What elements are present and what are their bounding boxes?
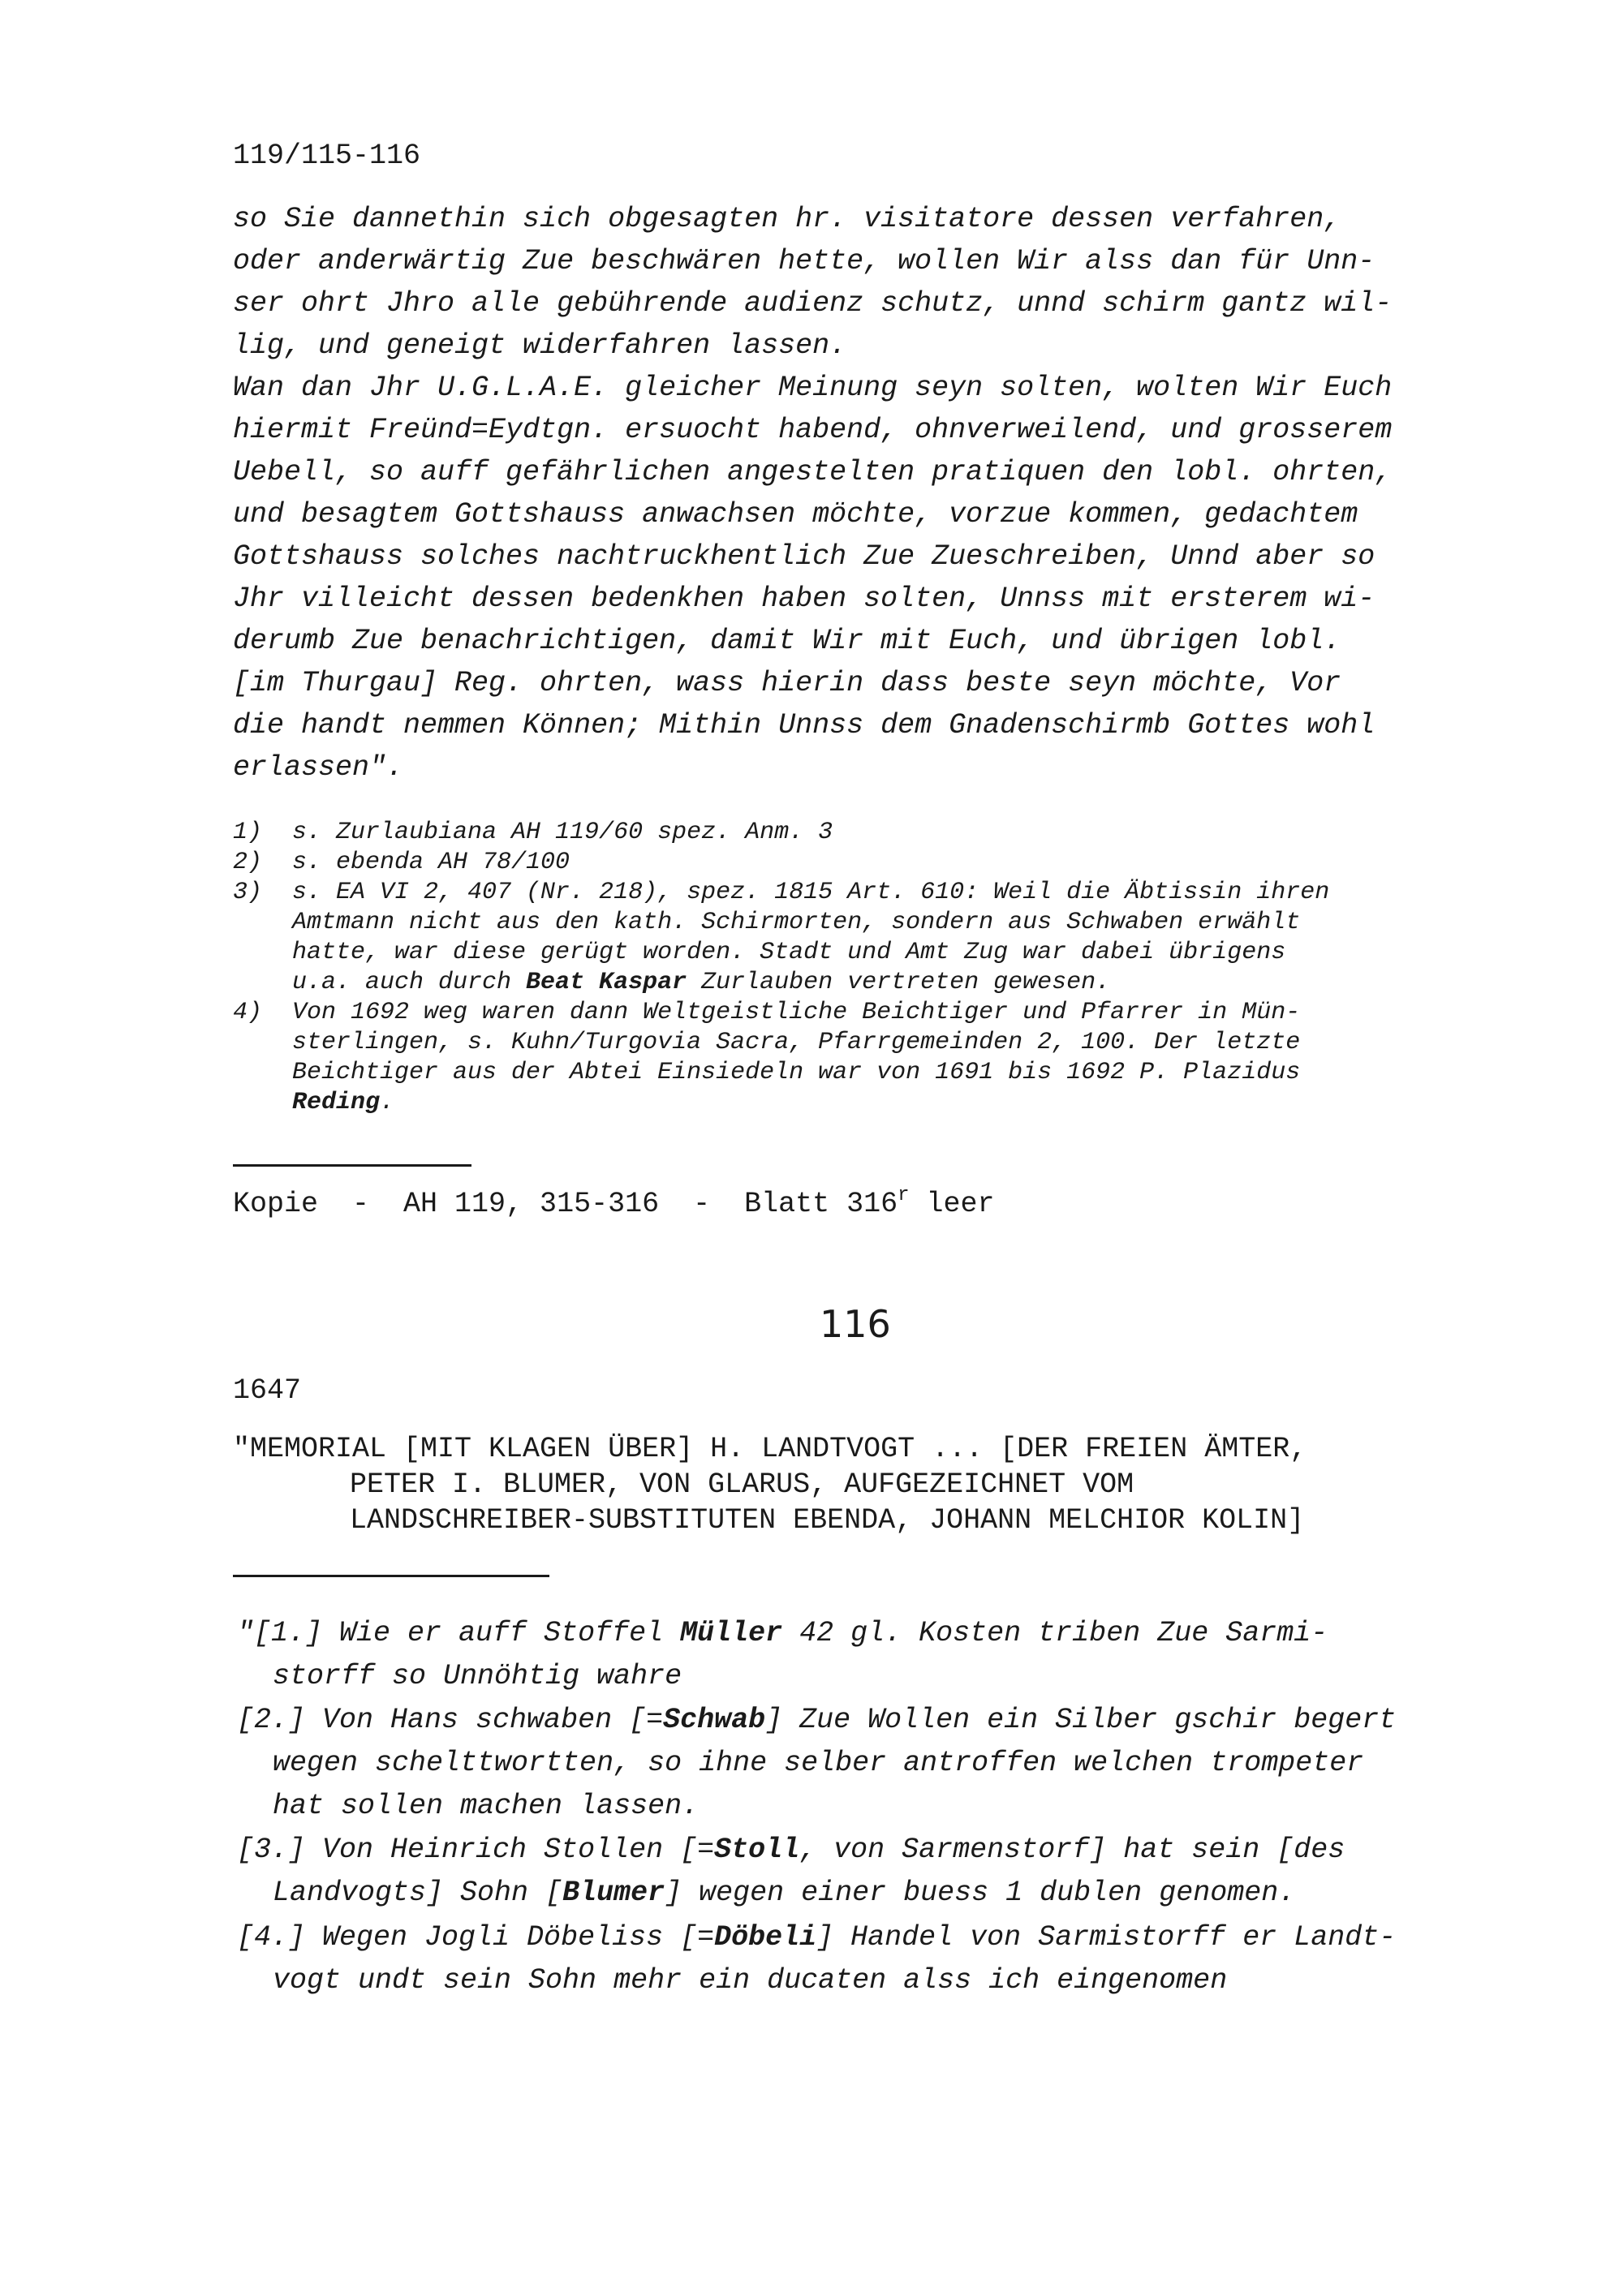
letter-line: Wan dan Jhr U.G.L.A.E. gleicher Meinung seyn solten, wolten Wir Euch [233,372,1393,404]
footnote-text: Beichtiger aus der Abtei Einsiedeln war von 1691 bis 1692 P. Plazidus [292,1059,1301,1086]
item-text: ] wegen einer buess 1 dublen genomen. [665,1877,1296,1909]
memorial-item [237,1916,1396,1959]
footnote-text: s. EA VI 2, 407 (Nr. 218), spez. 1815 Art. 610: Weil die Äbtissin ihren [292,879,1330,906]
footnote-text-part: u.a. auch durch [292,969,527,996]
letter-line: so Sie dannethin sich obgesagten hr. visitatore dessen verfahren, [233,203,1341,235]
person-name: Reding [292,1089,381,1116]
letter-line: derumb Zue benachrichtigen, damit Wir mit Euch, und übrigen lobl. [233,625,1341,657]
document-title-line: PETER I. BLUMER, VON GLARUS, AUFGEZEICHNET VOM [350,1468,1134,1501]
footnote-text: s. Zurlaubiana AH 119/60 spez. Anm. 3 [292,819,833,846]
footnote-number: 4) [233,999,263,1026]
letter-line: die handt nemmen Können; Mithin Unnss dem Gnadenschirmb Gottes wohl [233,709,1375,742]
letter-line: hiermit Freünd=Eydtgn. ersuocht habend, ohnverweilend, und grosserem [233,414,1393,446]
letter-line: und besagtem Gottshauss anwachsen möchte, vorzue kommen, gedachtem [233,498,1358,531]
letter-line: [im Thurgau] Reg. ohrten, wass hierin dass beste seyn möchte, Vor [233,667,1341,699]
item-text: Landvogts] Sohn [ [273,1877,563,1909]
source-text: Kopie - AH 119, 315-316 - Blatt 316 [233,1188,898,1220]
footnote-text-part: Zurlauben vertreten gewesen. [687,969,1111,996]
memorial-item-cont: storff so Unnöhtig wahre [273,1660,682,1692]
footnote-text: Von 1692 weg waren dann Weltgeistliche Beichtiger und Pfarrer in Mün- [292,999,1301,1026]
source-after: leer [909,1188,995,1220]
footnote-number: 3) [233,879,263,906]
person-name: Stoll [714,1834,800,1866]
item-text: "[1.] Wie er auff Stoffel [237,1617,681,1649]
footnote-text: hatte, war diese gerügt worden. Stadt und Amt Zug war dabei übrigens [292,939,1286,966]
footnote-text: sterlingen, s. Kuhn/Turgovia Sacra, Pfarrgemeinden 2, 100. Der letzte [292,1029,1301,1056]
section-divider [233,1164,471,1167]
item-text: 42 gl. Kosten triben Zue Sarmi- [782,1617,1328,1649]
letter-line: lig, und geneigt widerfahren lassen. [233,329,847,362]
item-text: [2.] Von Hans schwaben [= [237,1704,664,1736]
title-divider [233,1575,549,1577]
document-number: 116 [820,1302,891,1346]
person-name: Schwab [663,1704,766,1736]
memorial-item-cont: vogt undt sein Sohn mehr ein ducaten alss ich eingenomen [273,1964,1228,1997]
footnote-text: s. ebenda AH 78/100 [292,849,570,876]
memorial-item-cont: hat sollen machen lassen. [273,1790,700,1822]
letter-line: erlassen". [233,751,404,784]
memorial-item [237,1612,1328,1655]
person-name: Blumer [562,1877,665,1909]
item-text: [3.] Von Heinrich Stollen [= [237,1834,715,1866]
source-sup: r [898,1185,910,1206]
item-text: ] Handel von Sarmistorff er Landt- [816,1921,1397,1954]
memorial-item [237,1699,1396,1742]
source-note [233,1183,995,1225]
footnote-text [292,1088,394,1117]
memorial-item-cont [273,1872,1295,1915]
item-text: ] Zue Wollen ein Silber gschir begert [765,1704,1397,1736]
letter-line: ser ohrt Jhro alle gebührende audienz schutz, unnd schirm gantz wil- [233,287,1393,320]
item-text: [4.] Wegen Jogli Döbeliss [= [237,1921,715,1954]
footnote-text-part: . [380,1089,395,1116]
document-title-line: LANDSCHREIBER-SUBSTITUTEN EBENDA, JOHANN MELCHIOR KOLIN] [350,1504,1305,1537]
letter-line: Gottshauss solches nachtruckhentlich Zue Zueschreiben, Unnd aber so [233,540,1375,573]
item-text: , von Sarmenstorf] hat sein [des [799,1834,1345,1866]
letter-line: oder anderwärtig Zue beschwären hette, wollen Wir alss dan für Unn- [233,245,1375,277]
person-name: Döbeli [714,1921,817,1954]
letter-line: Jhr villeicht dessen bedenkhen haben solten, Unnss mit ersterem wi- [233,583,1375,615]
document-title-line: "MEMORIAL [MIT KLAGEN ÜBER] H. LANDTVOGT ... [DER FREIEN ÄMTER, [233,1433,1307,1465]
person-name: Müller [680,1617,783,1649]
page-reference: 119/115-116 [233,140,421,172]
footnote-number: 2) [233,849,263,876]
person-name: Beat Kaspar [526,969,687,996]
letter-line: Uebell, so auff gefährlichen angestelten pratiquen den lobl. ohrten, [233,456,1393,488]
footnote-number: 1) [233,819,263,846]
document-year: 1647 [233,1374,302,1407]
footnote-text: Amtmann nicht aus den kath. Schirmorten, sondern aus Schwaben erwählt [292,909,1301,936]
memorial-item [237,1829,1345,1872]
footnote-text [292,968,1110,997]
memorial-item-cont: wegen schelttwortten, so ihne selber antroffen welchen trompeter [273,1747,1364,1779]
